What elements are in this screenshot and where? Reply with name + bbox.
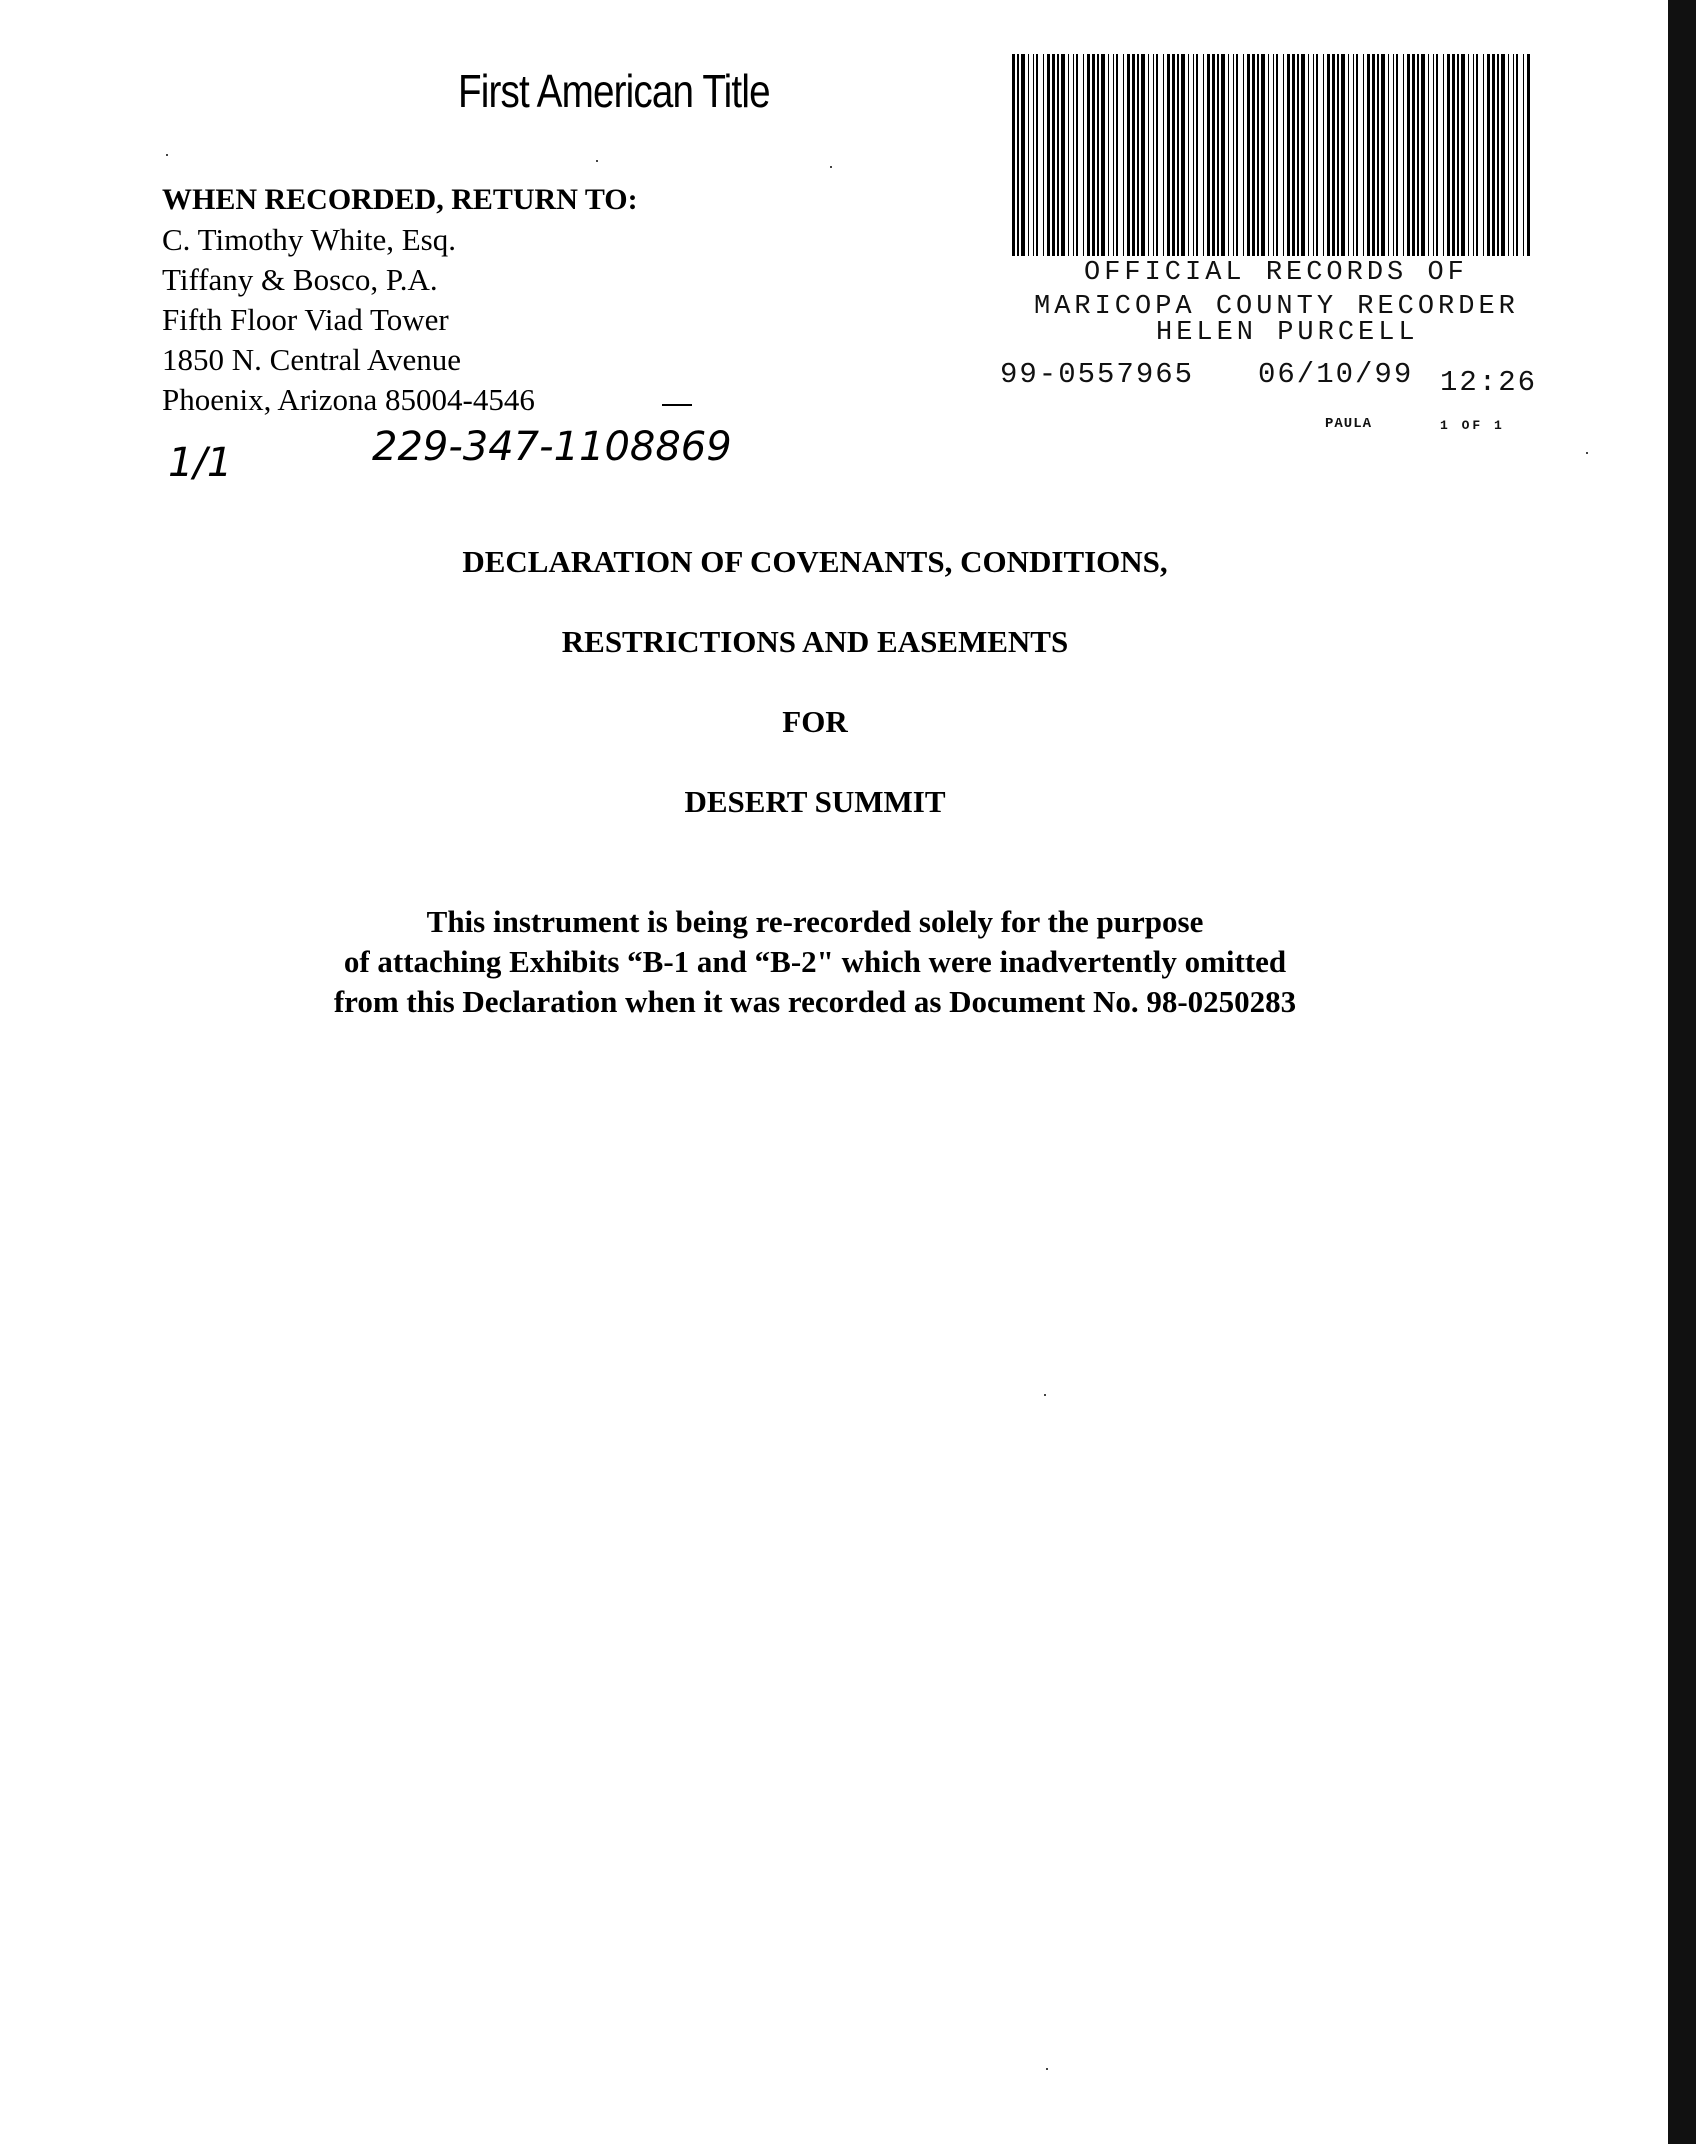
return-line-street: 1850 N. Central Avenue [162,342,462,377]
re-recording-notice [0,902,1630,1022]
notice-line1: This instrument is being re-recorded solely for the purpose [426,904,1204,939]
handwritten-parcel-number: 229-347-1108869 [372,424,732,470]
handwritten-page-fraction: 1/1 [168,440,233,486]
return-address-block [162,180,638,420]
recording-barcode [1008,54,1538,256]
document-title-line4: DESERT SUMMIT [684,784,946,819]
recording-document-number: 99-0557965 [1000,358,1195,391]
return-line-name: C. Timothy White, Esq. [162,222,456,257]
recorder-stamp-line2: MARICOPA COUNTY RECORDER [1034,292,1519,322]
notice-line2: of attaching Exhibits “B-1 and “B-2" which were inadvertently omitted [343,944,1287,979]
recorder-stamp-line1: OFFICIAL RECORDS OF [1084,258,1468,288]
return-line-building: Fifth Floor Viad Tower [162,302,449,337]
return-line-city: Phoenix, Arizona 85004-4546 [162,382,535,417]
scan-speck [1586,452,1588,454]
return-line-firm: Tiffany & Bosco, P.A. [162,262,438,297]
return-heading: WHEN RECORDED, RETURN TO: [162,183,638,216]
scan-speck [1046,2068,1048,2070]
title-company-stamp: First American Title [458,65,770,117]
document-title-line3: FOR [782,704,848,739]
scan-speck [596,160,598,162]
recording-clerk: PAULA [1325,416,1373,432]
scan-speck [1044,1394,1046,1396]
recording-time: 12:26 [1440,366,1538,399]
scan-speck [830,166,832,168]
scan-speck [166,154,168,156]
recorder-stamp-line3: HELEN PURCELL [1156,318,1419,348]
recording-page-count: 1 OF 1 [1440,418,1505,433]
recording-date: 06/10/99 [1258,358,1414,391]
document-title-line2: RESTRICTIONS AND EASEMENTS [561,624,1069,659]
document-title-line1: DECLARATION OF COVENANTS, CONDITIONS, [462,544,1168,579]
notice-line3: from this Declaration when it was recorded as Document No. 98-0250283 [333,984,1297,1019]
scanned-page-edge [1668,0,1696,2144]
pen-mark [662,404,692,406]
